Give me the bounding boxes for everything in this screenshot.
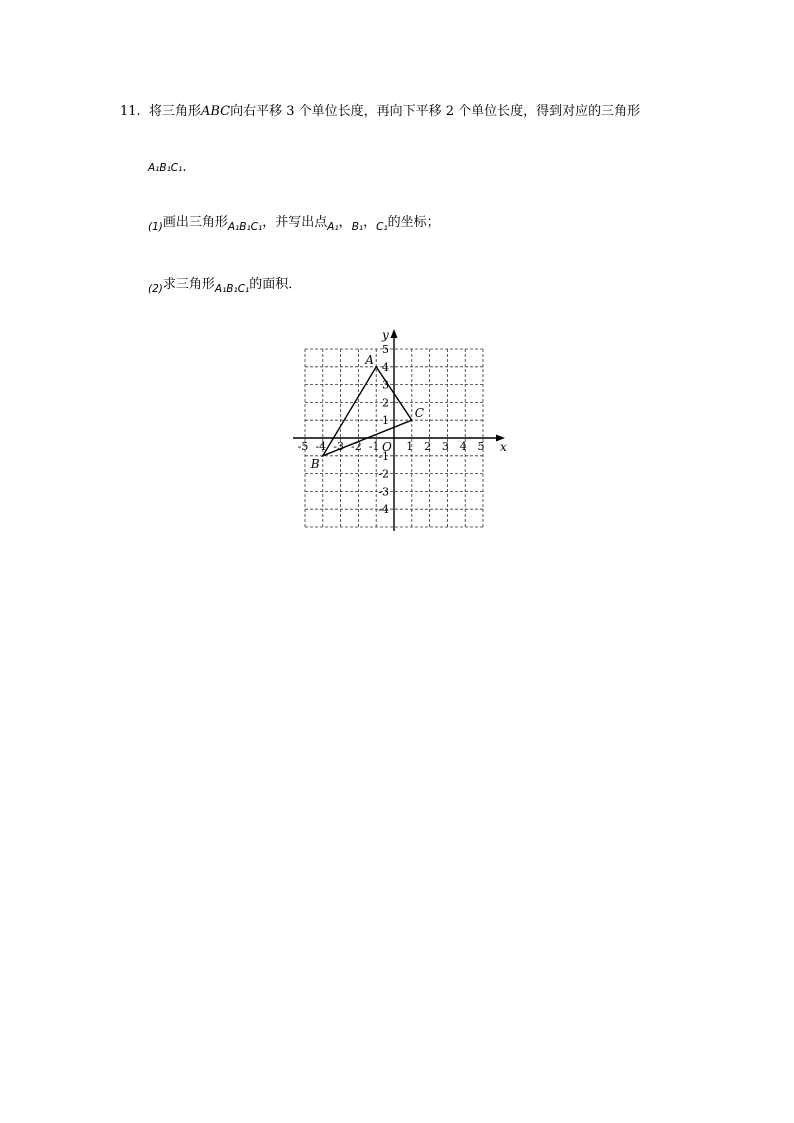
x-axis-label: x: [500, 440, 507, 454]
x-tick-label: -3: [333, 440, 344, 453]
x-tick-label: 5: [477, 440, 485, 453]
part-1-text-c: 的坐标；: [387, 215, 440, 230]
part-1-text-b: ，并写出点: [262, 215, 328, 230]
y-tick-label: 2: [382, 396, 389, 410]
part-1-text-a: 画出三角形: [162, 215, 228, 230]
part-2-triangle: A₁B₁C₁: [214, 283, 250, 295]
question-number: 11.: [120, 104, 141, 119]
triangle-abc-label: ABC: [200, 104, 231, 119]
x-tick-label: -2: [351, 440, 362, 453]
y-tick-label: -2: [378, 467, 389, 481]
part-1-point-a1: A₁: [327, 221, 339, 233]
vertex-label-c: C: [414, 406, 424, 421]
x-tick-label: -1: [368, 440, 380, 453]
x-tick-label: -4: [315, 440, 327, 453]
x-tick-label: 1: [406, 440, 414, 453]
stem-text-before: 将三角形: [148, 104, 201, 119]
triangle-abc: [310, 353, 424, 471]
y-tick-label: 1: [382, 414, 389, 428]
part-1-sep-1: ，: [338, 215, 352, 230]
x-tick-label: 2: [424, 440, 432, 453]
part-1-point-c1: C₁: [376, 221, 388, 233]
y-tick-label: 4: [382, 360, 389, 374]
y-tick-label: -4: [378, 503, 389, 517]
stem-text-after: 向右平移 3 个单位长度，再向下平移 2 个单位长度，得到对应的三角形: [230, 104, 641, 119]
origin-label: O: [382, 440, 392, 454]
part-1: [148, 214, 440, 232]
y-tick-label: 5: [382, 343, 389, 356]
part-1-triangle: A₁B₁C₁: [227, 221, 263, 233]
stem-end: .: [182, 160, 187, 175]
y-tick-label: 3: [382, 378, 389, 392]
target-triangle-label: A₁B₁C₁: [148, 162, 183, 174]
part-1-label: (1): [148, 221, 163, 233]
part-2-text-b: 的面积．: [249, 277, 302, 292]
y-tick-label: -3: [378, 485, 389, 499]
question-stem: [120, 103, 640, 121]
part-1-sep-2: ，: [363, 215, 377, 230]
part-2-label: (2): [148, 283, 163, 295]
x-tick-label: 4: [459, 440, 467, 453]
axes: [293, 328, 507, 531]
y-tick-label: -1: [378, 449, 389, 463]
part-2: [148, 276, 301, 294]
vertex-label-b: B: [310, 456, 320, 471]
vertex-label-a: A: [365, 352, 374, 367]
part-1-point-b1: B₁: [351, 221, 364, 233]
y-axis-arrow: [391, 329, 398, 338]
x-tick-label: 3: [441, 440, 449, 453]
y-axis-label: y: [382, 328, 389, 342]
coordinate-grid-figure: [288, 326, 508, 531]
question-stem-continued: [148, 159, 187, 177]
x-tick-label: -5: [297, 440, 309, 453]
tick-labels: [298, 343, 485, 516]
part-2-text-a: 求三角形: [162, 277, 215, 292]
